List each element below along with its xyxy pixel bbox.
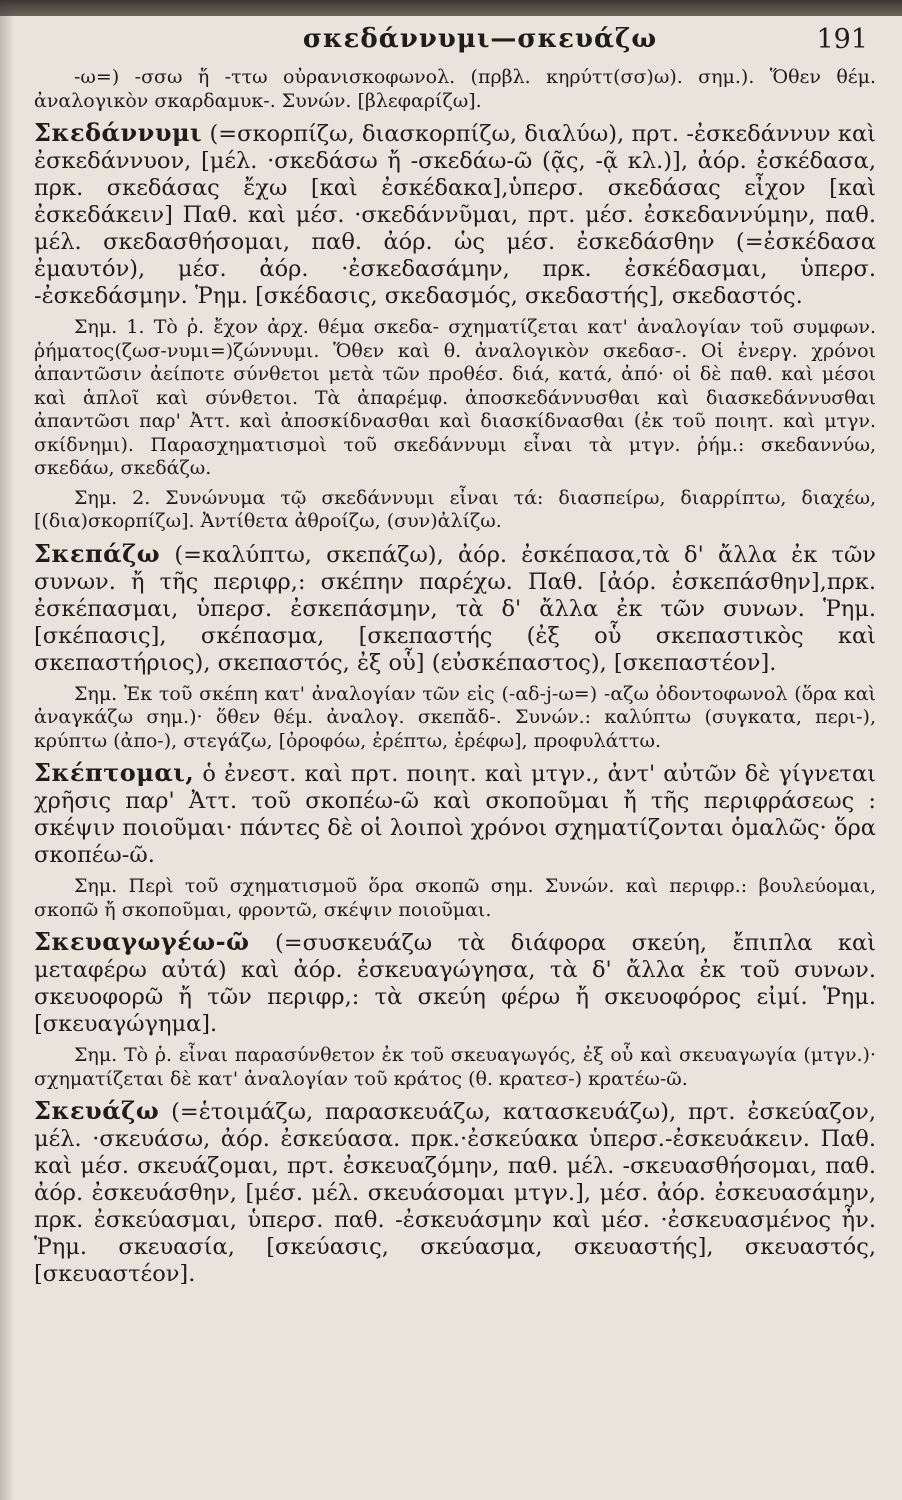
dictionary-entry [34, 928, 876, 1038]
page-body [34, 62, 876, 1294]
entry-text: (=συσκευάζω τὰ διάφορα σκεύη, ἔπιπλα καὶ μεταφέρω αὐτά) καὶ ἀόρ. ἐσκευαγώγησα, τὰ δ' ἄλλα ἐκ τοῦ συνων. σκευοφορῶ ἤ τῶν περιφρ,: τὰ σκεύη φέρω ἤ σκευοφόρος εἰμί. Ῥημ. [σκευαγώγημα]. [34, 930, 876, 1037]
headword: Σκευάζω [34, 1096, 160, 1125]
note-text: Σημ. Ἐκ τοῦ σκέπη κατ' ἀναλογίαν τῶν εἰς (-αδ-j-ω=) -αζω ὀδοντοφωνολ (ὅρα καὶ ἀναγκάζω σημ.)· ὅθεν θέμ. ἀναλογ. σκεπᾰδ-. Συνών.: καλύπτω (συγκατα, περι-), κρύπτω (ἀπο-), στεγάζω, [ὀροφόω, ἐρέπτω, ἐρέφω], προφυλάττω. [34, 682, 876, 752]
dictionary-entry [34, 119, 876, 310]
dictionary-entry [34, 759, 876, 869]
page-header [0, 20, 902, 60]
entry-note [34, 1044, 876, 1091]
entry-text: ὁ ἐνεστ. καὶ πρτ. ποιητ. καὶ μτγν., ἀντ' αὐτῶν δὲ γίγνεται χρῆσις παρ' Ἀττ. τοῦ σκοπέω-ῶ καὶ σκοποῦμαι ἤ τῆς περιφράσεως : σκέψιν ποιοῦμαι· πάντες δὲ οἱ λοιποὶ χρόνοι σχηματίζονται ὁμαλῶς· ὅρα σκοπέω-ῶ. [34, 761, 876, 868]
scan-binding-shadow [0, 0, 14, 1500]
entry-note [34, 875, 876, 922]
note-text: Σημ. Τὸ ῥ. εἶναι παρασύνθετον ἐκ τοῦ σκευαγωγός, ἐξ οὗ καὶ σκευαγωγία (μτγν.)· σχηματίζεται δὲ κατ' ἀναλογίαν τοῦ κράτος (θ. κρατεσ-) κρατέω-ῶ. [34, 1044, 876, 1090]
dictionary-entry [34, 540, 876, 677]
entry-note [34, 66, 876, 113]
entry-note [34, 683, 876, 754]
headword: Σκεπάζω [34, 538, 161, 568]
note-text: Σημ. 2. Συνώνυμα τῷ σκεδάννυμι εἶναι τά: διασπείρω, διαρρίπτω, διαχέω, [(δια)σκορπίζω]. Ἀντίθετα ἀθροίζω, (συν)ἀλίζω. [34, 486, 876, 532]
headword: Σκευαγωγέω-ῶ [34, 927, 250, 956]
entry-note [34, 316, 876, 481]
headword: Σκεδάννυμι [34, 118, 203, 147]
headword: Σκέπτομαι, [34, 758, 195, 787]
entry-note [34, 487, 876, 534]
note-text: Σημ. 1. Τὸ ῥ. ἔχον ἀρχ. θέμα σκεδα- σχηματίζεται κατ' ἀναλογίαν τοῦ συμφων. ῥήματος(ζωσ-νυμι=)ζώννυμι. Ὅθεν καὶ θ. ἀναλογικὸν σκεδασ-. Οἱ ἐνεργ. χρόνοι ἀπαντῶσιν ἀείποτε σύνθετοι μετὰ τῶν προθέσ. διά, κατά, ἀπό· οἱ δὲ παθ. καὶ μέσοι καὶ ἁπλοῖ καὶ σύνθετοι. Τὰ ἀπαρέμφ. ἀποσκεδάννυσθαι καὶ διασκεδάννυσθαι ἀπαντῶσι παρ' Ἀττ. καὶ ἀποσκίδνασθαι καὶ διασκίδνασθαι (ἐκ τοῦ ποιητ. καὶ μτγν. σκίδνημι). Παρασχηματισμοὶ τοῦ σκεδάννυμι εἶναι τὰ μτγν. ῥήμ.: σκεδαννύω, σκεδάω, σκεδάζω. [34, 316, 876, 479]
page-number: 191 [816, 24, 868, 55]
entry-text: (=καλύπτω, σκεπάζω), ἀόρ. ἐσκέπασα,τὰ δ' ἄλλα ἐκ τῶν συνων. ἤ τῆς περιφρ,: σκέπην παρέχω. Παθ. [ἀόρ. ἐσκεπάσθην],πρκ. ἐσκέπασμαι, ὑπερσ. ἐσκεπάσμην, τὰ δ' ἄλλα ἐκ τῶν συνων. Ῥημ. [σκέπασις], σκέπασμα, [σκεπαστής (ἐξ οὗ σκεπαστικὸς καὶ σκεπαστήριος), σκεπαστός, ἐξ οὗ] (εὐσκέπαστος), [σκεπαστέον]. [34, 541, 876, 676]
dictionary-entry [34, 1097, 876, 1288]
entry-text: (=σκορπίζω, διασκορπίζω, διαλύω), πρτ. -ἐσκεδάννυν καὶ ἐσκεδάννυον, [μέλ. ·σκεδάσω ἤ -σκεδάω-ῶ (ᾷς, -ᾷ κλ.)], ἀόρ. ἐσκέδασα, πρκ. σκεδάσας ἔχω [καὶ ἐσκέδακα],ὑπερσ. σκεδάσας εἶχον [καὶ ἐσκεδάκειν] Παθ. καὶ μέσ. ·σκεδάννῦμαι, πρτ. μέσ. ἐσκεδαννύμην, παθ. μέλ. σκεδασθήσομαι, παθ. ἀόρ. ὡς μέσ. ἐσκεδάσθην (=ἐσκέδασα ἐμαυτόν), μέσ. ἀόρ. ·ἐσκεδασάμην, πρκ. ἐσκέδασμαι, ὑπερσ. -ἐσκεδάσμην. Ῥημ. [σκέδασις, σκεδασμός, σκεδαστής], σκεδαστός. [34, 121, 876, 309]
note-text: -ω=) -σσω ἤ -ττω οὐρανισκοφωνολ. (πρβλ. κηρύττ(σσ)ω). σημ.). Ὅθεν θέμ. ἀναλογικὸν σκαρδαμυκ-. Συνών. [βλεφαρίζω]. [34, 66, 876, 112]
running-head: σκεδάννυμι—σκευάζω [302, 24, 658, 54]
entry-text: (=ἑτοιμάζω, παρασκευάζω, κατασκευάζω), πρτ. ἐσκεύαζον, μέλ. ·σκευάσω, ἀόρ. ἐσκεύασα. πρκ.·ἐσκεύακα ὑπερσ.-ἐσκευάκειν. Παθ. καὶ μέσ. σκευάζομαι, πρτ. ἐσκευαζόμην, παθ. μέλ. -σκευασθήσομαι, παθ. ἀόρ. ἐσκευάσθην, [μέσ. μέλ. σκευάσομαι μτγν.], μέσ. ἀόρ. ἐσκευασάμην, πρκ. ἐσκεύασμαι, ὑπερσ. παθ. -ἐσκευάσμην καὶ μέσ. ·ἐσκευασμένος ἦν. Ῥημ. σκευασία, [σκεύασις, σκεύασμα, σκευαστής], σκευαστός, [σκευαστέον]. [34, 1099, 876, 1287]
note-text: Σημ. Περὶ τοῦ σχηματισμοῦ ὅρα σκοπῶ σημ. Συνών. καὶ περιφρ.: βουλεύομαι, σκοπῶ ἤ σκοποῦμαι, φροντῶ, σκέψιν ποιοῦμαι. [34, 875, 876, 921]
scan-top-edge [0, 0, 902, 16]
